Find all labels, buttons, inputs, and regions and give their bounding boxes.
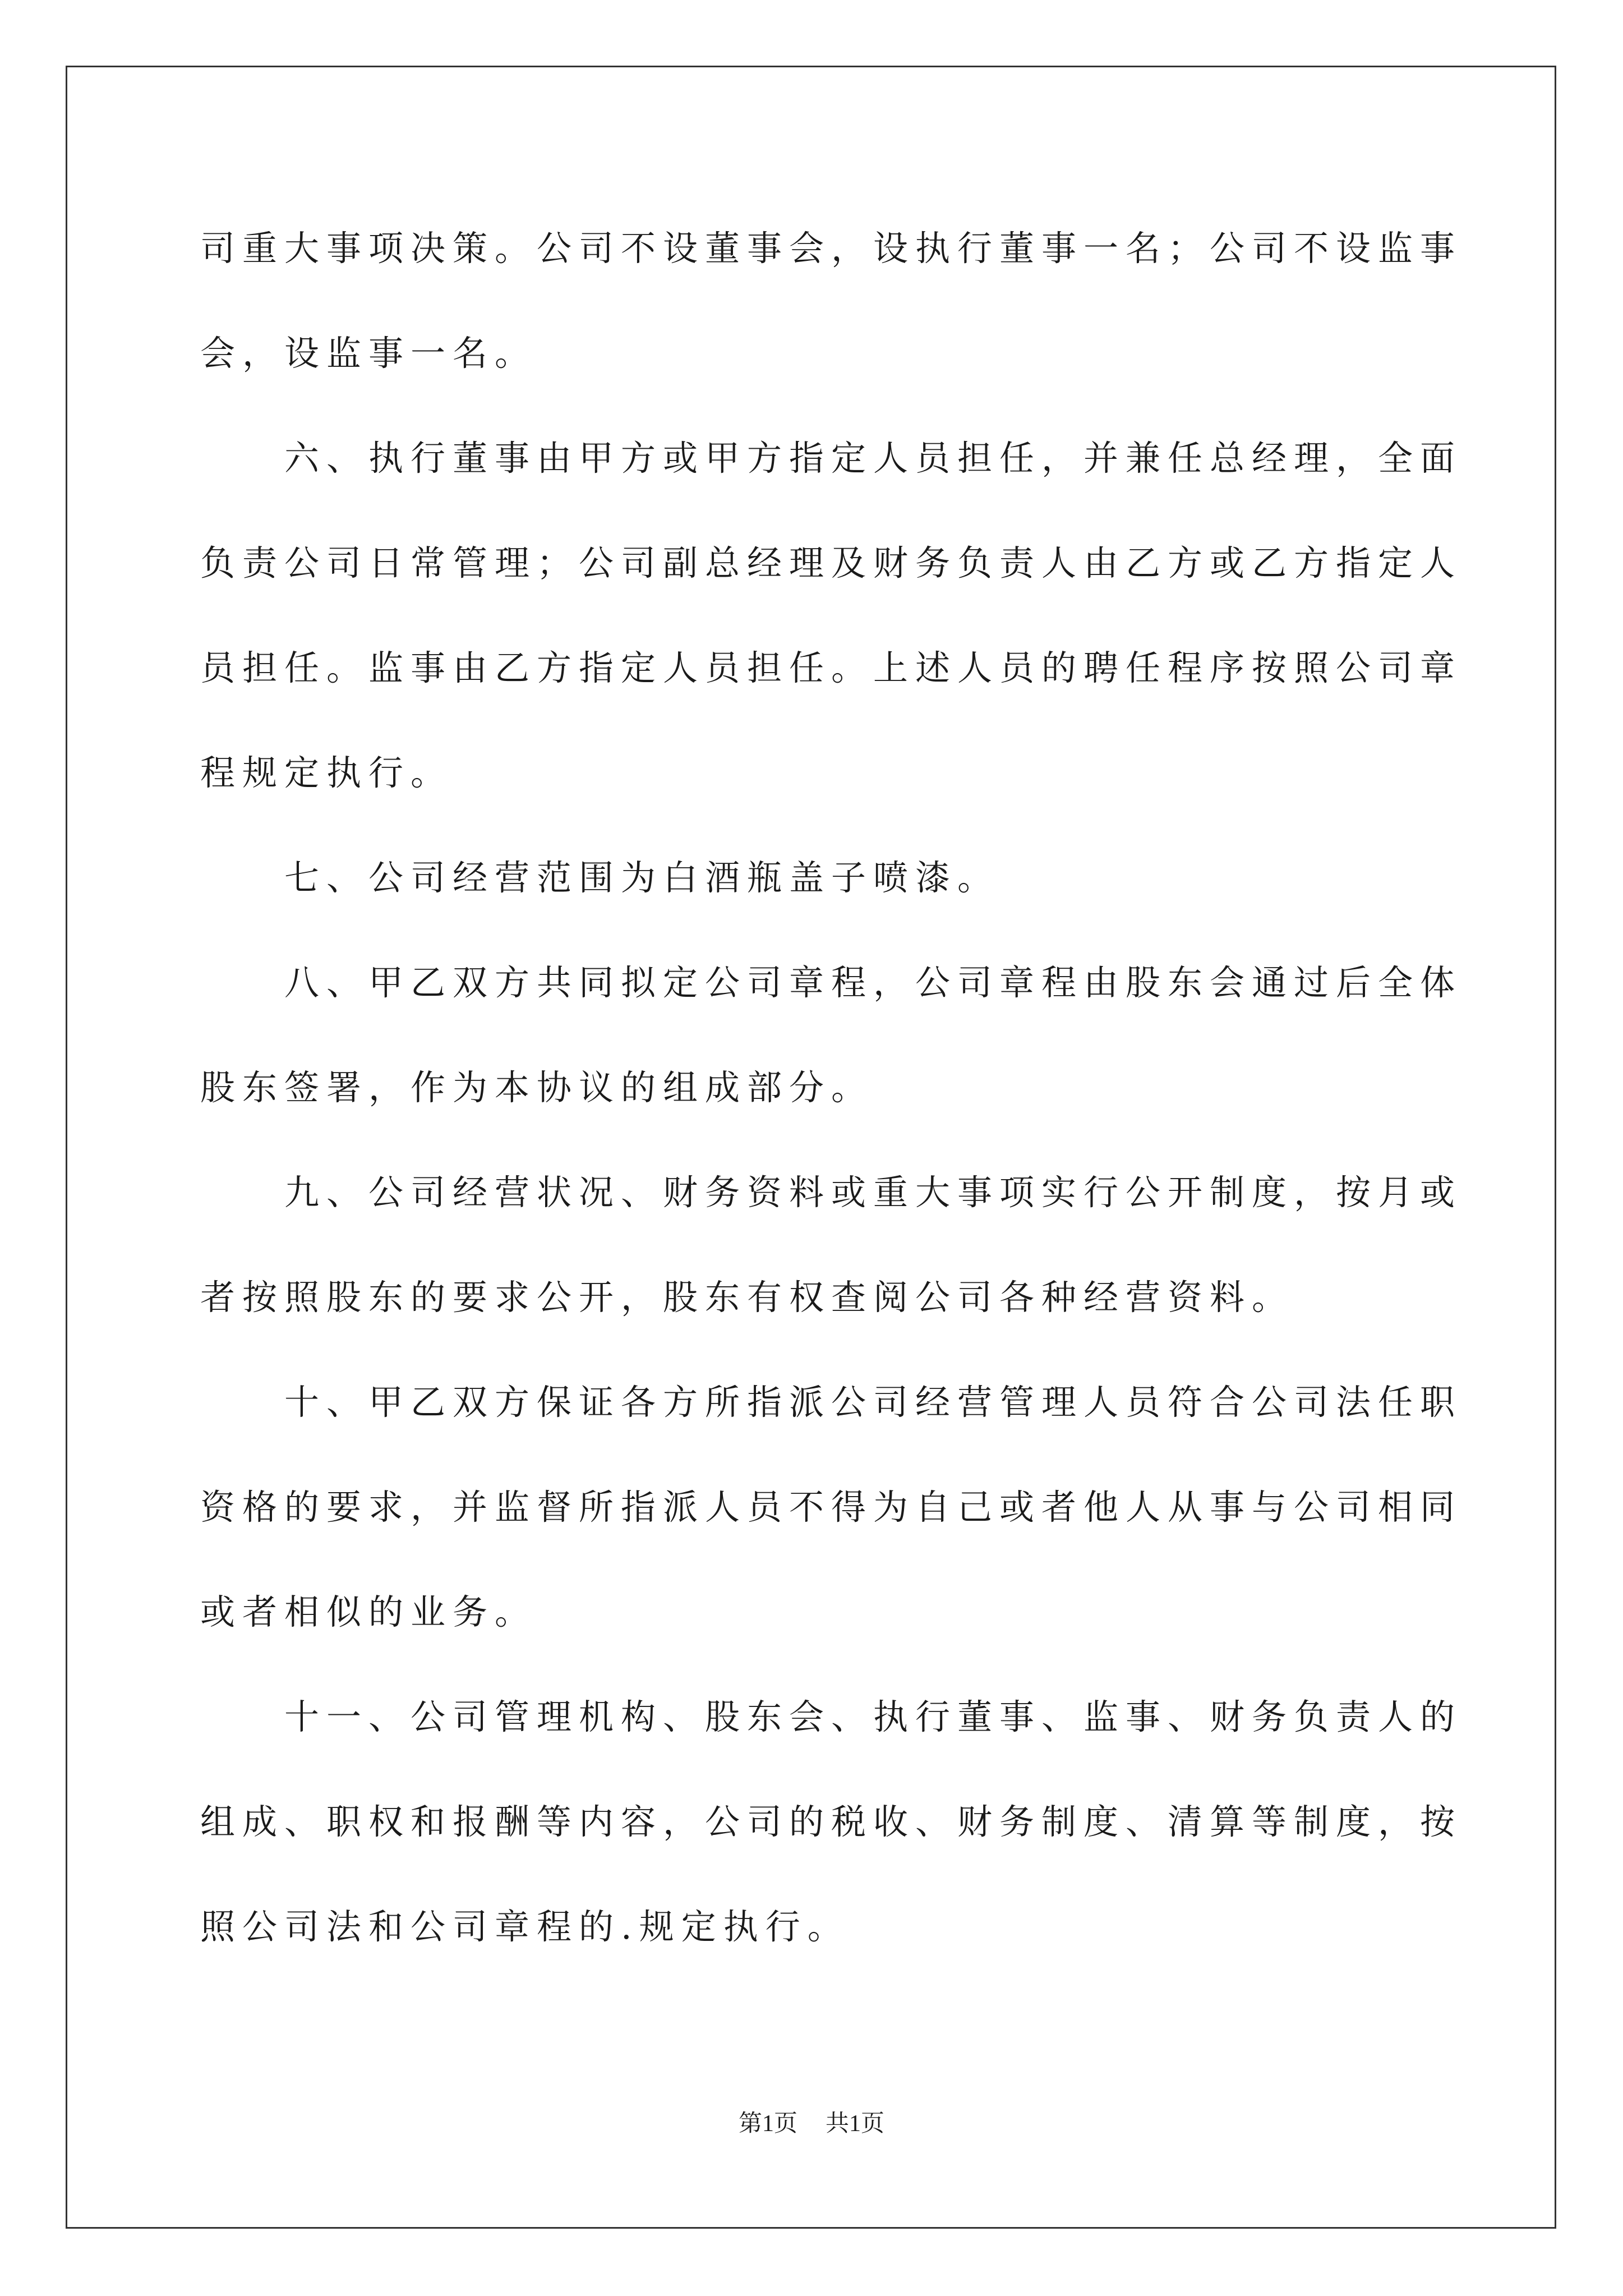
text-line: 程规定执行。 xyxy=(200,752,453,793)
text-line: 照公司法和公司章程的.规定执行。 xyxy=(200,1906,850,1947)
text-line: 负责公司日常管理；公司副总经理及财务负责人由乙方或乙方指定人 xyxy=(200,542,1463,583)
page-number: 第1页 xyxy=(738,2111,797,2137)
paragraph-nine-start: 九、公司经营状况、财务资料或重大事项实行公开制度，按月或 xyxy=(284,1172,1463,1213)
document-body xyxy=(200,220,1463,2004)
page-footer xyxy=(0,2108,1623,2139)
text-line: 资格的要求，并监督所指派人员不得为自己或者他人从事与公司相同 xyxy=(200,1487,1463,1527)
text-line: 司重大事项决策。公司不设董事会，设执行董事一名；公司不设监事 xyxy=(200,228,1463,269)
text-line: 会，设监事一名。 xyxy=(200,333,537,374)
text-line: 员担任。监事由乙方指定人员担任。上述人员的聘任程序按照公司章 xyxy=(200,647,1463,688)
paragraph-eight-start: 八、甲乙双方共同拟定公司章程，公司章程由股东会通过后全体 xyxy=(284,962,1463,1003)
text-line: 者按照股东的要求公开，股东有权查阅公司各种经营资料。 xyxy=(200,1277,1294,1318)
paragraph-ten-start: 十、甲乙双方保证各方所指派公司经营管理人员符合公司法任职 xyxy=(284,1382,1463,1423)
paragraph-eleven-start: 十一、公司管理机构、股东会、执行董事、监事、财务负责人的 xyxy=(284,1696,1463,1737)
page-total: 共1页 xyxy=(826,2111,885,2137)
paragraph-seven: 七、公司经营范围为白酒瓶盖子喷漆。 xyxy=(284,857,1000,898)
text-line: 或者相似的业务。 xyxy=(200,1591,537,1632)
text-line: 股东签署，作为本协议的组成部分。 xyxy=(200,1067,874,1108)
paragraph-six-start: 六、执行董事由甲方或甲方指定人员担任，并兼任总经理，全面 xyxy=(284,438,1463,478)
text-line: 组成、职权和报酬等内容，公司的税收、财务制度、清算等制度，按 xyxy=(200,1801,1463,1842)
